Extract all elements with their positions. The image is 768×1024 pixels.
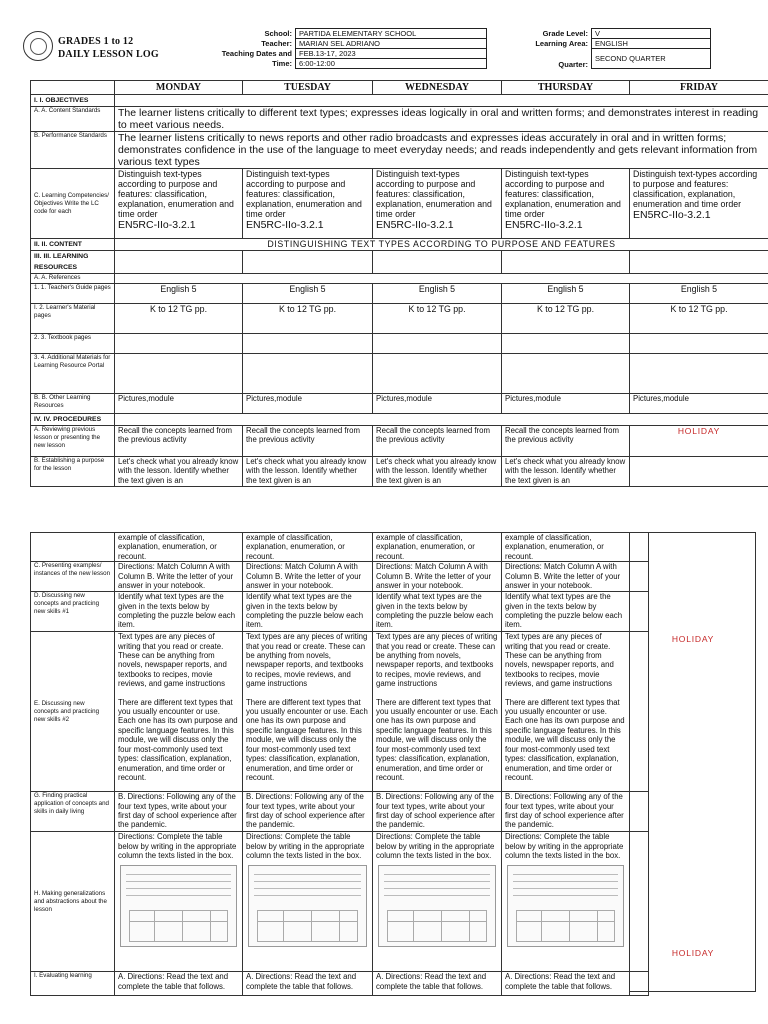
resources-blank-1	[115, 251, 243, 274]
objectives-label: I. I. OBJECTIVES	[31, 95, 115, 107]
additional-monday	[115, 354, 243, 394]
title-line-1: GRADES 1 to 12	[58, 36, 134, 47]
competency-monday: Distinguish text-types according to purpose and features: classification, explanation, enumeration and time order EN5RC-IIo-3.2.1	[115, 169, 243, 239]
evaluating-tuesday: A. Directions: Read the text and complete the table that follows.	[243, 972, 373, 996]
quarter-label: Quarter:	[558, 59, 588, 69]
generalization-label: H. Making generalizations and abstractions about the lesson	[31, 832, 115, 972]
day-monday: MONDAY	[115, 81, 243, 95]
resources-blank-2	[243, 251, 373, 274]
purpose-cont-monday: example of classification, explanation, enumeration, or recount.	[115, 533, 243, 562]
procedures-label: IV. IV. PROCEDURES	[31, 414, 115, 426]
textbook-tuesday	[243, 334, 373, 354]
evaluating-wednesday: A. Directions: Read the text and complete the table that follows.	[373, 972, 502, 996]
additional-tuesday	[243, 354, 373, 394]
holiday-friday-i: HOLIDAY	[671, 948, 715, 958]
area-label: Learning Area:	[535, 39, 588, 48]
textbook-thursday	[502, 334, 630, 354]
school-label: School:	[264, 29, 292, 38]
application-thursday: B. Directions: Following any of the four text types, write about your first day of school experience after the pandemic.	[502, 792, 630, 832]
competency-tuesday: Distinguish text-types according to purpose and features: classification, explanation, enumeration and time order EN5RC-IIo-3.2.1	[243, 169, 373, 239]
additional-thursday	[502, 354, 630, 394]
purpose-label: B. Establishing a purpose for the lesson	[31, 457, 115, 487]
resources-blank-3	[373, 251, 502, 274]
competency-wednesday: Distinguish text-types according to purpose and features: classification, explanation, enumeration and time order EN5RC-IIo-3.2.1	[373, 169, 502, 239]
additional-friday	[630, 354, 768, 394]
title-line-2: DAILY LESSON LOG	[58, 49, 159, 60]
performance-standards-value: The learner listens critically to news reports and other radio broadcasts and expresses ideas accurately in oral and in written forms; demonstrates confidence in the use of the language to meet everyday needs; and reads independently and gets relevant information from various text types	[115, 132, 768, 169]
reviewing-label: A. Reviewing previous lesson or presenting the new lesson	[31, 426, 115, 457]
generalization-tuesday: Directions: Complete the table below by writing in the appropriate column the texts listed in the box.	[243, 832, 373, 972]
quarter-value: SECOND QUARTER	[592, 49, 711, 69]
page-two	[0, 530, 768, 1024]
presenting-wednesday: Directions: Match Column A with Column B. Write the letter of your answer in your notebook.	[373, 562, 502, 592]
purpose-cont-wednesday: example of classification, explanation, enumeration, or recount.	[373, 533, 502, 562]
purpose-cont-thursday: example of classification, explanation, enumeration, or recount.	[502, 533, 630, 562]
presenting-monday: Directions: Match Column A with Column B. Write the letter of your answer in your notebook.	[115, 562, 243, 592]
school-value: PARTIDA ELEMENTARY SCHOOL	[296, 29, 487, 39]
evaluating-thursday: A. Directions: Read the text and complete the table that follows.	[502, 972, 630, 996]
application-monday: B. Directions: Following any of the four text types, write about your first day of school experience after the pandemic.	[115, 792, 243, 832]
time-value: 6:00-12:00	[296, 59, 487, 69]
friday-column-page-2	[630, 532, 756, 992]
discussing-2-wednesday: Text types are any pieces of writing that you read or create. These can be anything from novels, newspaper reports, and textbooks to recipes, movie reviews, and game instructions There are different text types that you usually encounter or use. Each one has its own purpose and specific language features. In this module, we will discuss only the four most-commonly used text types: classification, explanation, enumeration, and time order or recount.	[373, 632, 502, 792]
textbook-monday	[115, 334, 243, 354]
guide-tuesday: English 5	[243, 284, 373, 304]
lesson-table-page-1	[30, 80, 768, 487]
purpose-friday	[630, 457, 768, 487]
guide-friday: English 5	[630, 284, 768, 304]
additional-wednesday	[373, 354, 502, 394]
generalization-thursday: Directions: Complete the table below by writing in the appropriate column the texts listed in the box.	[502, 832, 630, 972]
area-value: ENGLISH	[592, 39, 711, 49]
discussing-2-monday: Text types are any pieces of writing that you read or create. These can be anything from novels, newspaper reports, and textbooks to recipes, movie reviews, and game instructions There are different text types that you usually encounter or use. Each one has its own purpose and specific language features. In this module, we will discuss only the four most-commonly used text types: classification, explanation, enumeration, and time order or recount.	[115, 632, 243, 792]
content-label: II. II. CONTENT	[31, 239, 115, 251]
day-friday: FRIDAY	[630, 81, 768, 95]
application-label: G. Finding practical application of concepts and skills in daily living	[31, 792, 115, 832]
time-label: Time:	[272, 59, 292, 68]
textbook-wednesday	[373, 334, 502, 354]
content-standards-label: A. A. Content Standards	[31, 107, 115, 132]
holiday-friday-e: HOLIDAY	[671, 634, 715, 644]
discussing-2-tuesday: Text types are any pieces of writing that you read or create. These can be anything from novels, newspaper reports, and textbooks to recipes, movie reviews, and game instructions There are different text types that you usually encounter or use. Each one has its own purpose and specific language features. In this module, we will discuss only the four most-commonly used text types: classification, explanation, enumeration, and time order or recount.	[243, 632, 373, 792]
other-wednesday: Pictures,module	[373, 394, 502, 414]
application-wednesday: B. Directions: Following any of the four text types, write about your first day of school experience after the pandemic.	[373, 792, 502, 832]
reviewing-monday: Recall the concepts learned from the previous activity	[115, 426, 243, 457]
worksheet-table-image	[378, 865, 496, 947]
learner-tuesday: K to 12 TG pp.	[243, 304, 373, 334]
teacher-guide-label: 1. 1. Teacher's Guide pages	[31, 284, 115, 304]
dates-value: FEB.13-17, 2023	[296, 49, 487, 59]
day-wednesday: WEDNESDAY	[373, 81, 502, 95]
resources-blank-5	[630, 251, 768, 274]
learner-wednesday: K to 12 TG pp.	[373, 304, 502, 334]
objectives-blank	[115, 95, 768, 107]
purpose-wednesday: Let's check what you already know with the lesson. Identify whether the text given is an	[373, 457, 502, 487]
application-tuesday: B. Directions: Following any of the four text types, write about your first day of school experience after the pandemic.	[243, 792, 373, 832]
content-value: DISTINGUISHING TEXT TYPES ACCORDING TO PURPOSE AND FEATURES	[115, 239, 768, 251]
log-title	[58, 35, 159, 61]
purpose-tuesday: Let's check what you already know with the lesson. Identify whether the text given is an	[243, 457, 373, 487]
evaluating-monday: A. Directions: Read the text and complete the table that follows.	[115, 972, 243, 996]
discussing-1-wednesday: Identify what text types are the given in the texts below by completing the puzzle below each item.	[373, 592, 502, 632]
content-standards-value: The learner listens critically to different text types; expresses ideas logically in oral and written forms; and demonstrates interest in reading to meet various needs.	[115, 107, 768, 132]
guide-monday: English 5	[115, 284, 243, 304]
other-tuesday: Pictures,module	[243, 394, 373, 414]
evaluating-label: I. Evaluating learning	[31, 972, 115, 996]
other-thursday: Pictures,module	[502, 394, 630, 414]
lesson-table-page-2	[30, 532, 649, 996]
learner-material-label: I. 2. Learner's Material pages	[31, 304, 115, 334]
references-label: A. A. References	[31, 274, 115, 284]
learner-thursday: K to 12 TG pp.	[502, 304, 630, 334]
continued-label	[31, 533, 115, 562]
worksheet-table-image	[248, 865, 367, 947]
holiday-friday-a: HOLIDAY	[630, 426, 768, 457]
performance-standards-label: B. Performance Standards	[31, 132, 115, 169]
textbook-label: 2. 3. Textbook pages	[31, 334, 115, 354]
resources-blank-4	[502, 251, 630, 274]
purpose-monday: Let's check what you already know with the lesson. Identify whether the text given is an	[115, 457, 243, 487]
day-tuesday: TUESDAY	[243, 81, 373, 95]
additional-materials-label: 3. 4. Additional Materials for Learning Resource Portal	[31, 354, 115, 394]
discussing-1-tuesday: Identify what text types are the given in the texts below by completing the puzzle below each item.	[243, 592, 373, 632]
reviewing-thursday: Recall the concepts learned from the previous activity	[502, 426, 630, 457]
reviewing-tuesday: Recall the concepts learned from the previous activity	[243, 426, 373, 457]
day-thursday: THURSDAY	[502, 81, 630, 95]
page-one	[0, 0, 768, 485]
discussing-1-thursday: Identify what text types are the given in the texts below by completing the puzzle below each item.	[502, 592, 630, 632]
purpose-cont-tuesday: example of classification, explanation, enumeration, or recount.	[243, 533, 373, 562]
learner-friday: K to 12 TG pp.	[630, 304, 768, 334]
discussing-2-thursday: Text types are any pieces of writing that you read or create. These can be anything from novels, newspaper reports, and textbooks to recipes, movie reviews, and game instructions There are different text types that you usually encounter or use. Each one has its own purpose and specific language features. In this module, we will discuss only the four most-commonly used text types: classification, explanation, enumeration, and time order or recount.	[502, 632, 630, 792]
grade-value: V	[592, 29, 711, 39]
textbook-friday	[630, 334, 768, 354]
grade-label: Grade Level:	[542, 29, 588, 38]
discussing-2-label: E. Discussing new concepts and practicing new skills #2	[31, 632, 115, 792]
competency-friday: Distinguish text-types according to purpose and features: classification, explanation, enumeration and time order EN5RC-IIo-3.2.1	[630, 169, 768, 239]
teacher-label: Teacher:	[261, 39, 292, 48]
presenting-tuesday: Directions: Match Column A with Column B. Write the letter of your answer in your notebook.	[243, 562, 373, 592]
guide-wednesday: English 5	[373, 284, 502, 304]
other-friday: Pictures,module	[630, 394, 768, 414]
learner-monday: K to 12 TG pp.	[115, 304, 243, 334]
other-monday: Pictures,module	[115, 394, 243, 414]
deped-seal-icon	[23, 31, 53, 61]
discussing-1-label: D. Discussing new concepts and practicing new skills #1	[31, 592, 115, 632]
guide-thursday: English 5	[502, 284, 630, 304]
competencies-label: C. Learning Competencies/ Objectives Write the LC code for each	[31, 169, 115, 239]
corner-cell	[31, 81, 115, 95]
log-header	[20, 26, 768, 70]
dates-label: Teaching Dates and	[221, 49, 292, 58]
generalization-wednesday: Directions: Complete the table below by writing in the appropriate column the texts listed in the box.	[373, 832, 502, 972]
presenting-thursday: Directions: Match Column A with Column B. Write the letter of your answer in your notebook.	[502, 562, 630, 592]
generalization-monday: Directions: Complete the table below by writing in the appropriate column the texts listed in the box.	[115, 832, 243, 972]
discussing-1-monday: Identify what text types are the given in the texts below by completing the puzzle below each item.	[115, 592, 243, 632]
purpose-thursday: Let's check what you already know with the lesson. Identify whether the text given is an	[502, 457, 630, 487]
references-blank	[115, 274, 768, 284]
header-info-table	[216, 28, 711, 69]
other-resources-label: B. B. Other Learning Resources	[31, 394, 115, 414]
procedures-blank	[115, 414, 768, 426]
worksheet-table-image	[507, 865, 624, 947]
reviewing-wednesday: Recall the concepts learned from the previous activity	[373, 426, 502, 457]
presenting-label: C. Presenting examples/ instances of the new lesson	[31, 562, 115, 592]
teacher-value: MARIAN SEL ADRIANO	[296, 39, 487, 49]
worksheet-table-image	[120, 865, 237, 947]
learning-resources-label: III. III. LEARNING RESOURCES	[31, 251, 115, 274]
competency-thursday: Distinguish text-types according to purpose and features: classification, explanation, enumeration and time order EN5RC-IIo-3.2.1	[502, 169, 630, 239]
